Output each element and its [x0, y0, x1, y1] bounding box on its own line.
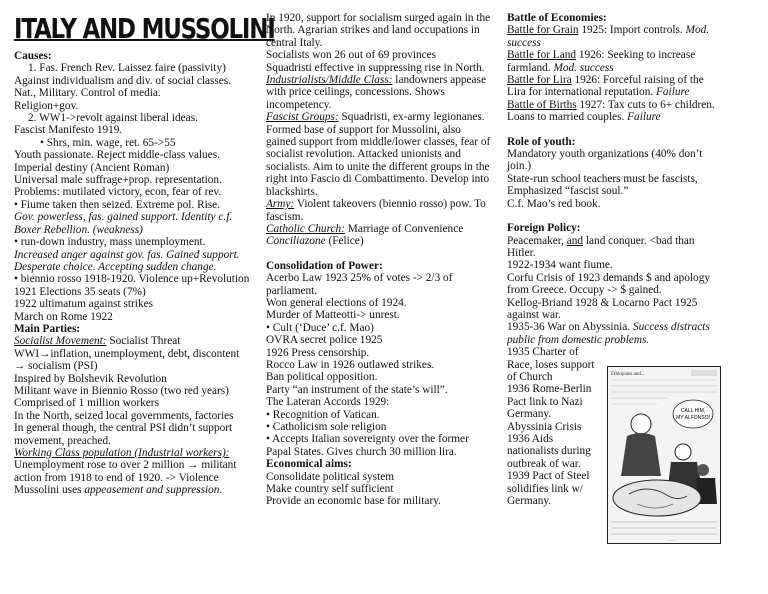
- section-heading: Role of youth:: [507, 135, 576, 148]
- page-title: ITALY AND MUSSOLINI: [14, 12, 275, 45]
- section-heading: Consolidation of Power:: [266, 259, 383, 272]
- text-line: Religion+gov.: [14, 99, 79, 112]
- text-line: Militant wave in Biennio Rosso (two red years): [14, 384, 229, 397]
- text-run: Fascist Groups:: [266, 111, 339, 124]
- text-line: WWI→inflation, unemployment, debt, discontent → socialism (PSI): [14, 347, 240, 373]
- text-run: Socialist Movement:: [14, 335, 107, 348]
- text-run: Squadristi, ex-army legionanes. Formed base of support for Mussolini, also gained support from middle/lower classes, fear of socialist revolution. Attacked unionists and socialists. Aim to unite the different groups in the right into Fascio di Combattimento. Develop into blackshirts.: [266, 111, 491, 198]
- text-line: • Fiume taken then seized. Extreme pol. Rise.: [14, 198, 220, 211]
- cartoon-caption-1: CALL HIM,: [680, 408, 706, 414]
- text-run: Marriage of Convenience: [344, 222, 464, 235]
- spacer: [266, 248, 491, 260]
- text-line: • Accepts Italian sovereignty over the former Papal States. Gives church 30 million lira.: [266, 433, 469, 458]
- section-heading: Foreign Policy:: [507, 222, 581, 235]
- political-cartoon: [607, 366, 721, 544]
- text-line: 1935 Charter of Race, loses support of Church: [507, 346, 595, 383]
- cartoon-illustration: [607, 366, 721, 544]
- text-line: [507, 24, 725, 49]
- text-run: Mod. success: [507, 24, 710, 49]
- text-line: 1939 Pact of Steel solidifies link w/ Germany.: [507, 470, 590, 508]
- text-line: [507, 49, 725, 74]
- text-run: Success distracts public from domestic problems.: [507, 321, 710, 346]
- text-line: Acerbo Law 1923 25% of votes -> 2/3 of parliament.: [266, 272, 453, 297]
- text-line: Squadristi effective in suppressing rise in North.: [266, 61, 485, 74]
- text-line: Party “an instrument of the state’s will”.: [266, 383, 448, 396]
- text-line: • Cult (‘Duce’ c.f. Mao): [266, 321, 374, 334]
- spacer: [507, 124, 725, 136]
- text-line: 1922-1934 want fiume.: [507, 259, 613, 272]
- text-run: Battle of Births: [507, 98, 577, 111]
- text-line: Fascist Manifesto 1919.: [14, 124, 123, 137]
- text-line: Won general elections of 1924.: [266, 296, 407, 309]
- text-run: 1926: Forceful raising of the Lira for international reputation.: [507, 74, 704, 99]
- text-run: land conquer. <bad than Hitler.: [507, 234, 695, 259]
- text-line: Universal male suffrage+prop. representation.: [14, 174, 222, 187]
- text-line: In general though, the central PSI didn’t support movement, preached.: [14, 422, 233, 447]
- text-line: Problems: mutilated victory, econ, fear of rev.: [14, 186, 222, 199]
- text-line: [507, 235, 725, 260]
- text-line: Increased anger against gov. fas. Gained support. Desperate choice. Accepting sudden change.: [14, 248, 240, 273]
- spacer: [507, 210, 725, 222]
- text-line: 1926 Press censorship.: [266, 346, 370, 359]
- text-line: Kellog-Briand 1928 & Locarno Pact 1925 against war.: [507, 296, 698, 321]
- section-heading: Battle of Economies:: [507, 12, 607, 24]
- text-run: 1927: Tax cuts to 6+ children. Loans to married couples.: [507, 98, 715, 124]
- text-line: March on Rome 1922: [14, 310, 113, 323]
- text-run: (Felice): [325, 235, 364, 248]
- column-3-lower: [507, 346, 605, 507]
- text-line: Provide an economic base for military.: [266, 495, 441, 508]
- text-line: Unemployment rose to over 2 million → militant action from 1918 to end of 1920. -> Violence: [14, 459, 237, 484]
- text-line: • run-down industry, mass unemployment.: [14, 236, 206, 249]
- text-run: Socialist Threat: [106, 335, 181, 348]
- column-1: [14, 12, 275, 497]
- text-line: Youth passionate. Reject middle-class values.: [14, 149, 220, 162]
- text-line: The Lateran Accords 1929:: [266, 396, 390, 409]
- text-line: Against individualism and div. of social classes.: [14, 74, 232, 87]
- text-run: Battle for Lira: [507, 74, 572, 87]
- column-2: [266, 12, 491, 508]
- text-line: In the North, seized local governments, factories: [14, 409, 234, 422]
- text-line: Nat., Military. Control of media.: [14, 87, 161, 100]
- text-line: OVRA secret police 1925: [266, 334, 383, 347]
- text-line: [14, 335, 252, 347]
- text-line: 1921 Elections 35 seats (7%): [14, 285, 146, 298]
- text-line: [14, 447, 252, 459]
- text-line: Inspired by Bolshevik Revolution: [14, 372, 167, 385]
- text-line: Rocco Law in 1926 outlawed strikes.: [266, 358, 435, 371]
- text-line: [266, 111, 491, 198]
- section-heading: Causes:: [14, 50, 52, 62]
- column-2-body: [266, 12, 491, 508]
- text-run: Violent takeovers (biennio rosso) pow. To fascism.: [266, 198, 486, 223]
- text-line: • Recognition of Vatican.: [266, 408, 380, 421]
- text-line: • Shrs, min. wage, ret. 65->55: [40, 136, 176, 149]
- text-line: [266, 198, 491, 223]
- text-line: • biennio rosso 1918-1920. Violence up+Revolution: [14, 273, 250, 286]
- text-line: 1936 Rome-Berlin Pact link to Nazi Germany.: [507, 383, 592, 421]
- text-line: Mandatory youth organizations (40% don’t join.): [507, 148, 703, 173]
- cartoon-caption-2: MY ALFONSO!: [676, 415, 710, 421]
- text-run: Industrialists/Middle Class:: [266, 74, 393, 87]
- text-line: Socialists won 26 out of 69 provinces: [266, 49, 437, 62]
- text-line: 1. Fas. French Rev. Laissez faire (passivity): [28, 62, 226, 75]
- text-run: Working Class population (Industrial workers):: [14, 447, 230, 459]
- text-line: [507, 99, 725, 124]
- svg-text:Ethiopians and...: Ethiopians and...: [611, 372, 645, 377]
- text-line: [507, 74, 725, 99]
- text-run: Battle for Land: [507, 49, 577, 62]
- text-line: State-run school teachers must be fascists, Emphasized “fascist soul.”: [507, 172, 698, 198]
- svg-text:........: ........: [667, 537, 675, 542]
- text-run: appeasement and suppression.: [84, 484, 223, 497]
- text-run: Conciliazone: [266, 235, 326, 248]
- text-run: Peacemaker,: [507, 234, 567, 247]
- text-line: Make country self sufficient: [266, 483, 394, 496]
- text-run: 1926: Seeking to increase farmland.: [507, 49, 696, 74]
- text-line: [266, 223, 491, 248]
- text-run: 1925: Import controls.: [578, 24, 686, 37]
- text-line: [14, 484, 252, 496]
- text-run: 1935-36 War on Abyssinia.: [507, 321, 633, 334]
- text-run: Mod. success: [553, 61, 614, 74]
- column-3-body: [507, 12, 725, 346]
- text-line: C.f. Mao’s red book.: [507, 197, 601, 210]
- text-line: Gov. powerless, fas. gained support. Identity c.f. Boxer Rebellion. (weakness): [14, 211, 233, 236]
- text-line: Corfu Crisis of 1923 demands $ and apology from Greece. Occupy -> $ gained.: [507, 271, 711, 297]
- text-line: Ban political opposition.: [266, 371, 378, 384]
- text-run: Mussolini uses: [14, 484, 85, 497]
- text-line: • Catholicism sole religion: [266, 421, 387, 433]
- column-1-body: [14, 50, 252, 497]
- text-line: [266, 74, 491, 111]
- text-line: Comprised of 1 million workers: [14, 397, 159, 410]
- text-run: Catholic Church:: [266, 222, 345, 235]
- text-run: Failure: [656, 86, 690, 99]
- text-line: 2. WW1->revolt against liberal ideas.: [28, 112, 198, 125]
- section-heading: Economical aims:: [266, 458, 352, 471]
- text-run: Battle for Grain: [507, 24, 579, 37]
- text-run: Failure: [627, 111, 661, 124]
- text-line: Murder of Matteotti-> unrest.: [266, 309, 400, 322]
- text-run: Army:: [266, 198, 295, 211]
- text-line: [507, 321, 725, 346]
- text-run: and: [566, 234, 584, 247]
- section-heading: Main Parties:: [14, 322, 81, 335]
- text-line: Imperial destiny (Ancient Roman): [14, 161, 170, 174]
- text-line: 1922 ultimatum against strikes: [14, 298, 153, 311]
- text-line: Abyssinia Crisis 1936 Aids nationalists during outbreak of war.: [507, 420, 591, 470]
- text-line: Consolidate political system: [266, 470, 395, 483]
- text-line: In 1920, support for socialism surged again in the North. Agrarian strikes and land occupations in central Italy.: [266, 12, 491, 49]
- text-run: landowners appease with price ceilings, concessions. Shows incompetency.: [266, 74, 486, 111]
